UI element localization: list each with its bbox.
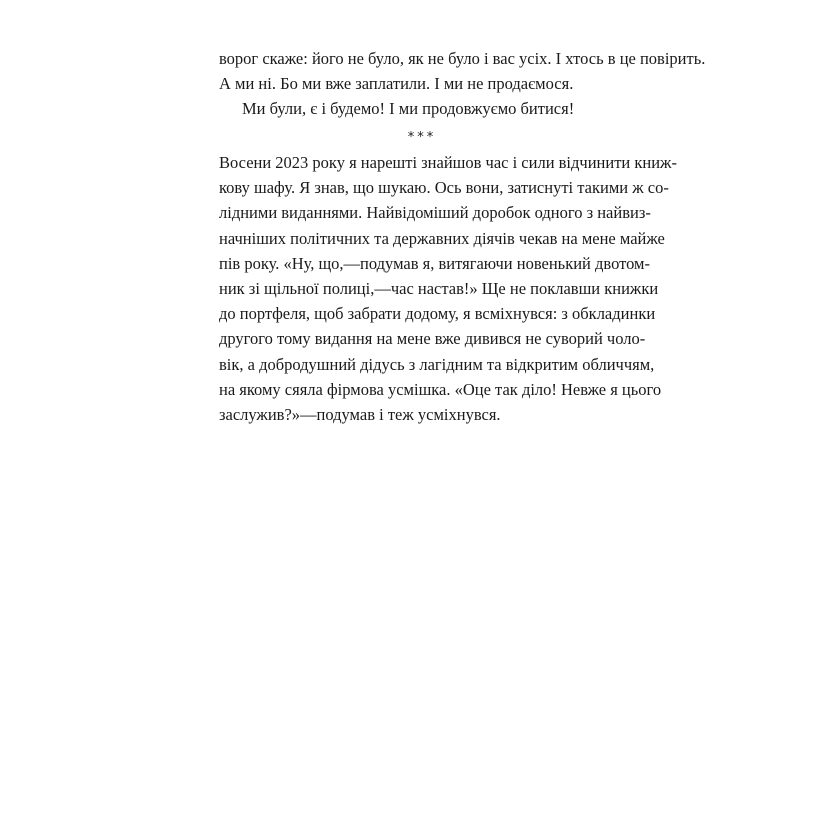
- text-line: пів року. «Ну, що,—подумав я, витягаючи новенький двотом-: [219, 253, 650, 273]
- text-line: вік, а добродушний дідусь з лагідним та відкритим обличчям,: [219, 354, 655, 374]
- text-line: другого тому видання на мене вже дивився не суворий чоло-: [219, 329, 646, 349]
- main-paragraph: [219, 150, 677, 427]
- text-line: на якому сяяла фірмова усмішка. «Оце так діло! Невже я цього: [219, 379, 662, 399]
- text-line: лідними виданнями. Найвідоміший доробок одного з найвиз-: [219, 203, 651, 223]
- opening-passage: [219, 46, 706, 122]
- text-line: до портфеля, щоб забрати додому, я всміхнувся: з обкладинки: [219, 304, 656, 324]
- text-line: ник зі щільної полиці,—час настав!» Ще не поклавши книжки: [219, 278, 659, 298]
- section-separator: ***: [407, 130, 437, 145]
- text-line: Ми були, є і будемо! І ми продовжуємо битися!: [242, 99, 575, 119]
- text-line: А ми ні. Бо ми вже заплатили. І ми не продаємося.: [219, 74, 574, 94]
- text-line: заслужив?»—подумав і теж усміхнувся.: [219, 404, 501, 424]
- text-line: ворог скаже: його не було, як не було і вас усіх. І хтось в це повірить.: [219, 49, 706, 68]
- text-line: начніших політичних та державних діячів чекав на мене майже: [219, 228, 665, 248]
- text-line: кову шафу. Я знав, що шукаю. Ось вони, затиснуті такими ж со-: [219, 178, 669, 198]
- text-line: Восени 2023 року я нарешті знайшов час і сили відчинити книж-: [219, 153, 677, 172]
